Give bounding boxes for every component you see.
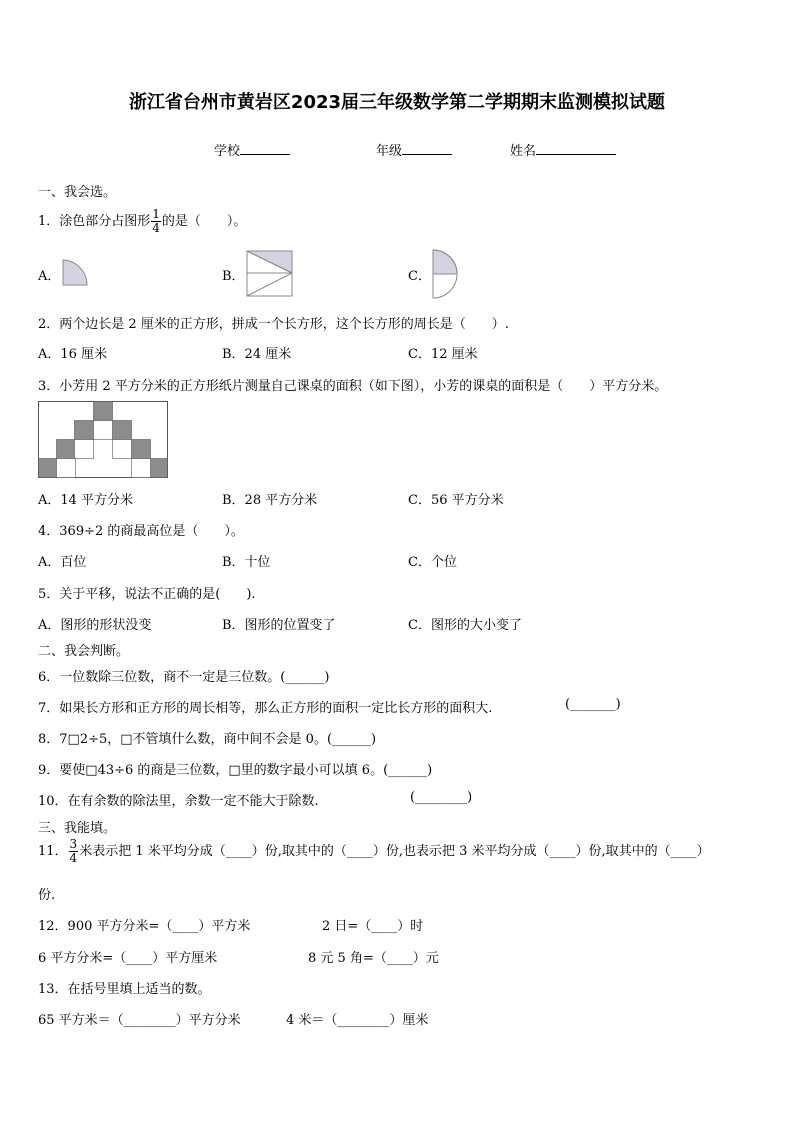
- question-9: 9．要使□43÷6 的商是三位数，□里的数字最小可以填 6。(______): [38, 763, 433, 778]
- question-3: 3．小芳用 2 平方分米的正方形纸片测量自己课桌的面积（如下图），小芳的课桌的面积是（ ）平方分米。: [38, 379, 668, 394]
- name-label: 姓名: [510, 144, 537, 159]
- q11-number: 11．: [38, 844, 68, 859]
- q1-fraction: $\frac{1}{4}$: [152, 207, 160, 235]
- q1-figure-b: [246, 250, 294, 298]
- question-11: [38, 838, 710, 865]
- section-heading-3: 三、我能填。: [38, 821, 117, 836]
- q2-option-a[interactable]: A．16 厘米: [38, 347, 108, 362]
- q12-part-c: 6 平方分米=（____）平方厘米: [38, 951, 218, 966]
- q3-option-b[interactable]: B．28 平方分米: [222, 493, 318, 508]
- section-heading-2: 二、我会判断。: [38, 644, 130, 659]
- q7-answer-blank[interactable]: (_______): [565, 697, 621, 712]
- q3-desk-figure: [38, 401, 169, 479]
- question-4: 4．369÷2 的商最高位是（ ）。: [38, 524, 244, 539]
- q11-text: 米表示把 1 米平均分成（____）份,取其中的（____）份,也表示把 3 米平均分成（____）份,取其中的（____）: [79, 844, 710, 859]
- q12-part-d: 8 元 5 角=（____）元: [308, 951, 439, 966]
- q12-part-b: 2 日=（____）时: [322, 919, 424, 934]
- name-field[interactable]: [510, 140, 616, 159]
- q4-option-c[interactable]: C．个位: [408, 555, 457, 570]
- q13-part-a: 65 平方米＝（________）平方分米: [38, 1013, 241, 1028]
- q12-part-a: 12．900 平方分米=（____）平方米: [38, 919, 251, 934]
- question-2: 2．两个边长是 2 厘米的正方形，拼成一个长方形，这个长方形的周长是（ ）.: [38, 317, 509, 332]
- question-10: 10．在有余数的除法里，余数一定不能大于除数.: [38, 794, 319, 809]
- q11-continuation: 份.: [38, 888, 56, 903]
- q5-option-c[interactable]: C．图形的大小变了: [408, 618, 522, 633]
- question-13: 13．在括号里填上适当的数。: [38, 982, 211, 997]
- q1-option-c[interactable]: C．: [408, 269, 431, 284]
- q1-figure-c: [430, 248, 460, 300]
- q5-option-a[interactable]: A．图形的形状没变: [38, 618, 152, 633]
- q2-option-c[interactable]: C．12 厘米: [408, 347, 478, 362]
- q1-option-a[interactable]: A．: [38, 269, 61, 284]
- q1-option-b[interactable]: B．: [222, 269, 245, 284]
- q1-suffix: 的是（ ）。: [161, 214, 247, 229]
- q1-prefix: 1．涂色部分占图形: [38, 214, 151, 229]
- question-8: 8．7□2÷5，□不管填什么数，商中间不会是 0。(______): [38, 732, 377, 747]
- question-1: [38, 208, 246, 235]
- q2-option-b[interactable]: B．24 厘米: [222, 347, 292, 362]
- question-7: 7．如果长方形和正方形的周长相等，那么正方形的面积一定比长方形的面积大.: [38, 701, 493, 716]
- school-field[interactable]: [214, 140, 290, 159]
- grade-label: 年级: [376, 144, 403, 159]
- q4-option-b[interactable]: B．十位: [222, 555, 271, 570]
- q3-option-c[interactable]: C．56 平方分米: [408, 493, 504, 508]
- q5-option-b[interactable]: B．图形的位置变了: [222, 618, 336, 633]
- question-5: 5．关于平移，说法不正确的是( ).: [38, 587, 256, 602]
- school-label: 学校: [214, 144, 241, 159]
- q10-answer-blank[interactable]: (________): [410, 790, 473, 805]
- q4-option-a[interactable]: A．百位: [38, 555, 87, 570]
- page-title: 浙江省台州市黄岩区2023届三年级数学第二学期期末监测模拟试题: [128, 92, 666, 113]
- grade-field[interactable]: [376, 140, 452, 159]
- section-heading-1: 一、我会选。: [38, 185, 117, 200]
- q11-fraction: $\frac{3}{4}$: [69, 837, 78, 865]
- question-6: 6．一位数除三位数，商不一定是三位数。(______): [38, 670, 330, 685]
- q3-option-a[interactable]: A．14 平方分米: [38, 493, 134, 508]
- q13-part-b: 4 米＝（________）厘米: [286, 1013, 429, 1028]
- q1-figure-a: [60, 258, 90, 288]
